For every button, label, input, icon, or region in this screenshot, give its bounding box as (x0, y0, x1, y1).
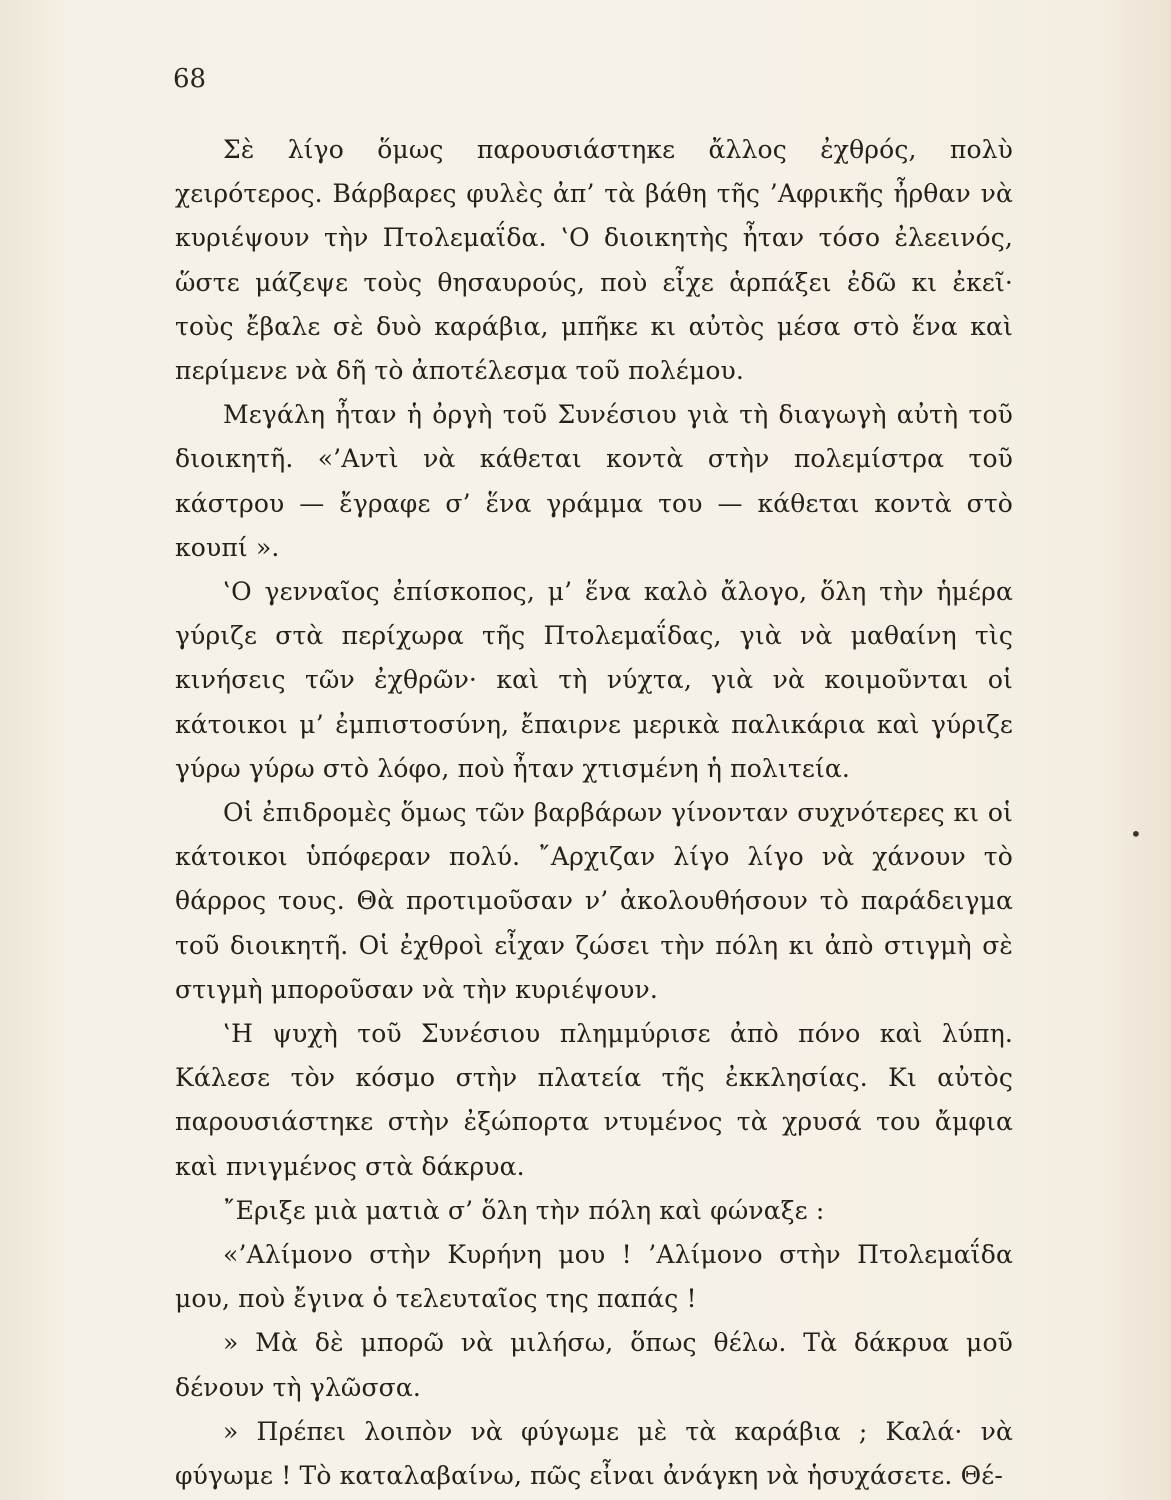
paragraph-5: ‛Η ψυχὴ τοῦ Συνέσιου πλημμύρισε ἀπὸ πόνο καὶ λύπη. Κάλεσε τὸν κόσμο στὴν πλατεία τῆς ἐκκλησίας. Κι αὐτὸς παρουσιάστηκε στὴν ἐξώπορτα ντυμένος τὰ χρυσά του ἄμφια καὶ πνιγμένος στὰ δάκρυα. (175, 1019, 1013, 1181)
ink-dot-mark: • (1130, 822, 1142, 846)
paragraph-3: ‛Ο γενναῖος ἐπίσκοπος, μ’ ἕνα καλὸ ἄλογο, ὅλη τὴν ἡμέρα γύριζε στὰ περίχωρα τῆς Πτολεμαΐδας, γιὰ νὰ μαθαίνη τὶς κινήσεις τῶν ἐχθρῶν· καὶ τὴ νύχτα, γιὰ νὰ κοιμοῦνται οἱ κάτοικοι μ’ ἐμπιστοσύνη, ἔπαιρνε μερικὰ παλικάρια καὶ γύριζε γύρω γύρω στὸ λόφο, ποὺ ἦταν χτισμένη ἡ πολιτεία. (175, 577, 1013, 783)
paragraph-1: Σὲ λίγο ὅμως παρουσιάστηκε ἄλλος ἐχθρός, πολὺ χειρότερος. Βάρβαρες φυλὲς ἀπ’ τὰ βάθη τῆς ’Αφρικῆς ἦρθαν νὰ κυριέψουν τὴν Πτολεμαΐδα. ‛Ο διοικητὴς ἦταν τόσο ἐλεεινός, ὥστε μάζεψε τοὺς θησαυρούς, ποὺ εἶχε ἁρπάξει ἐδῶ κι ἐκεῖ· τοὺς ἔβαλε σὲ δυὸ καράβια, μπῆκε κι αὐτὸς μέσα στὸ ἕνα καὶ περίμενε νὰ δῆ τὸ ἀποτέλεσμα τοῦ πολέμου. (175, 135, 1013, 386)
paragraph-7: «’Αλίμονο στὴν Κυρήνη μου ! ’Αλίμονο στὴν Πτολεμαΐδα μου, ποὺ ἔγινα ὁ τελευταῖος της παπάς ! (175, 1240, 1013, 1314)
paragraph-2: Μεγάλη ἦταν ἡ ὀργὴ τοῦ Συνέσιου γιὰ τὴ διαγωγὴ αὐτὴ τοῦ διοικητῆ. «’Αντὶ νὰ κάθεται κοντὰ στὴν πολεμίστρα τοῦ κάστρου — ἔγραφε σ’ ἕνα γράμμα του — κάθεται κοντὰ στὸ κουπί ». (175, 400, 1013, 562)
paragraph-4: Οἱ ἐπιδρομὲς ὅμως τῶν βαρβάρων γίνονταν συχνότερες κι οἱ κάτοικοι ὑπόφεραν πολύ. ῎Αρχιζαν λίγο λίγο νὰ χάνουν τὸ θάρρος τους. Θὰ προτιμοῦσαν ν’ ἀκολουθήσουν τὸ παράδειγμα τοῦ διοικητῆ. Οἱ ἐχθροὶ εἶχαν ζώσει τὴν πόλη κι ἀπὸ στιγμὴ σὲ στιγμὴ μποροῦσαν νὰ τὴν κυριέψουν. (175, 798, 1013, 1004)
paragraph-6: ῎Εριξε μιὰ ματιὰ σ’ ὅλη τὴν πόλη καὶ φώναξε : (223, 1195, 825, 1225)
body-text (175, 128, 1013, 1498)
paragraph-8: » Μὰ δὲ μπορῶ νὰ μιλήσω, ὅπως θέλω. Τὰ δάκρυα μοῦ δένουν τὴ γλῶσσα. (175, 1328, 1013, 1402)
paragraph-9: » Πρέπει λοιπὸν νὰ φύγωμε μὲ τὰ καράβια ; Καλά· νὰ φύγωμε ! Τὸ καταλαβαίνω, πῶς εἶναι ἀνάγκη νὰ ἡσυχάσετε. Θέ- (175, 1416, 1013, 1491)
page-number: 68 (173, 64, 207, 94)
